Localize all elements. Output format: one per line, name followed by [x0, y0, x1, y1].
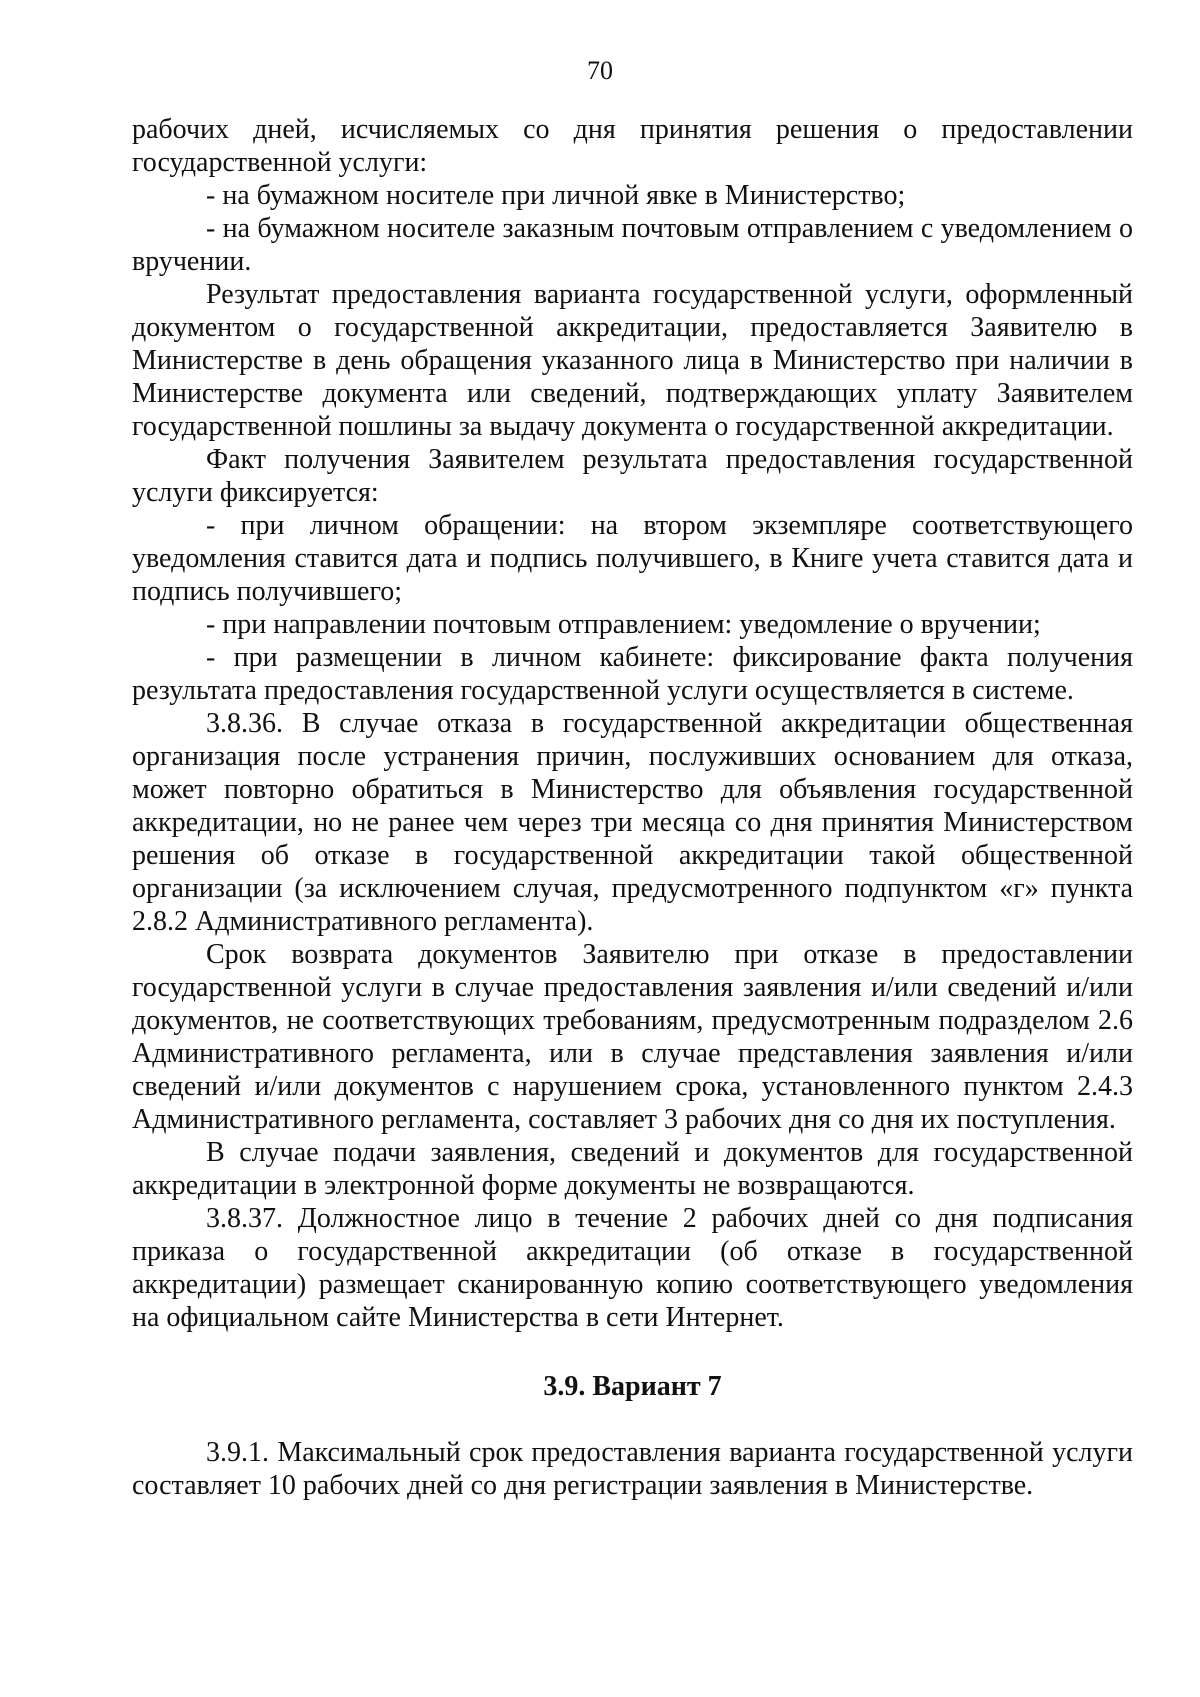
- section-heading: 3.9. Вариант 7: [543, 1371, 722, 1402]
- paragraph: - при личном обращении: на втором экземпляре соответствующего уведомления ставится дата и подпись получившего, в Книге учета ставится дата и подпись получившего;: [132, 510, 1133, 607]
- paragraphs-after-heading: [132, 1436, 1133, 1502]
- paragraph: рабочих дней, исчисляемых со дня принятия решения о предоставлении государственной услуги:: [132, 114, 1133, 178]
- paragraph: - на бумажном носителе заказным почтовым отправлением с уведомлением о вручении.: [132, 213, 1133, 277]
- paragraph: 3.8.37. Должностное лицо в течение 2 рабочих дней со дня подписания приказа о государственной аккредитации (об отказе в государственной аккредитации) размещает сканированную копию соответствующего уведомления на официальном сайте Министерства в сети Интернет.: [132, 1203, 1133, 1333]
- paragraph: - на бумажном носителе при личной явке в Министерство;: [206, 180, 906, 211]
- page-number: 70: [587, 56, 613, 85]
- paragraph: В случае подачи заявления, сведений и документов для государственной аккредитации в электронной форме документы не возвращаются.: [132, 1137, 1133, 1201]
- paragraph: 3.9.1. Максимальный срок предоставления варианта государственной услуги составляет 10 рабочих дней со дня регистрации заявления в Министерстве.: [132, 1437, 1133, 1501]
- paragraph: 3.8.36. В случае отказа в государственной аккредитации общественная организация после устранения причин, послуживших основанием для отказа, может повторно обратиться в Министерство для объявления государственной аккредитации, но не ранее чем через три месяца со дня принятия Министерством решения об отказе в государственной аккредитации такой общественной организации (за исключением случая, предусмотренного подпунктом «г» пункта 2.8.2 Административного регламента).: [132, 708, 1133, 937]
- paragraph: Результат предоставления варианта государственной услуги, оформленный документом о государственной аккредитации, предоставляется Заявителю в Министерстве в день обращения указанного лица в Министерство при наличии в Министерстве документа или сведений, подтверждающих уплату Заявителем государственной пошлины за выдачу документа о государственной аккредитации.: [132, 279, 1133, 442]
- paragraph: Факт получения Заявителем результата предоставления государственной услуги фиксируется:: [132, 444, 1133, 508]
- document-body: [132, 113, 1133, 1502]
- paragraphs-before-heading: [132, 113, 1133, 1334]
- paragraph: - при направлении почтовым отправлением: уведомление о вручении;: [206, 609, 1041, 640]
- paragraph: - при размещении в личном кабинете: фиксирование факта получения результата предоставления государственной услуги осуществляется в системе.: [132, 642, 1133, 706]
- paragraph: Срок возврата документов Заявителю при отказе в предоставлении государственной услуги в случае предоставления заявления и/или сведений и/или документов, не соответствующих требованиям, предусмотренным подразделом 2.6 Административного регламента, или в случае представления заявления и/или сведений и/или документов с нарушением срока, установленного пунктом 2.4.3 Административного регламента, составляет 3 рабочих дня со дня их поступления.: [132, 939, 1133, 1135]
